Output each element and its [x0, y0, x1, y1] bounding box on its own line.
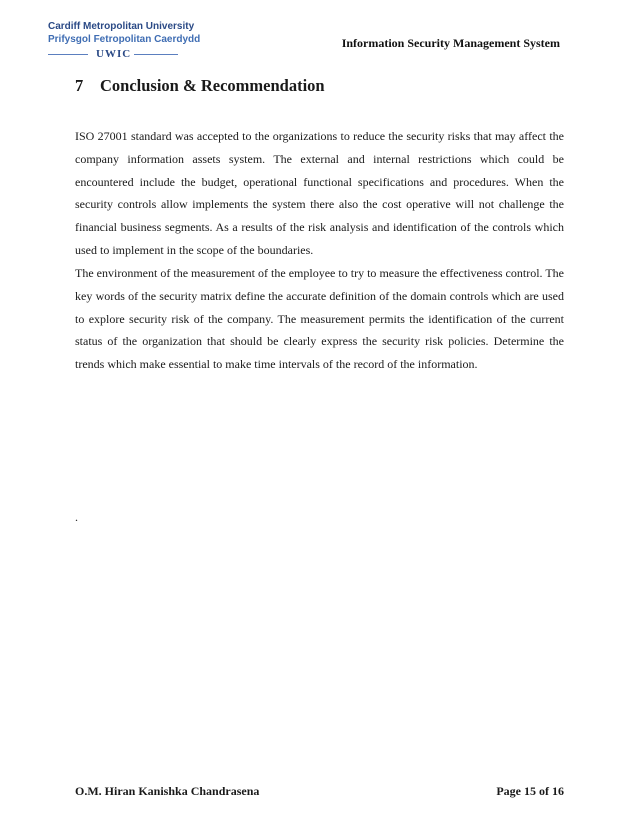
- header-title: Information Security Management System: [341, 36, 560, 50]
- footer-page-number: Page 15 of 16: [496, 784, 564, 798]
- stray-period: .: [75, 510, 78, 524]
- logo-rule-right: [134, 54, 178, 55]
- logo-mark-row: [48, 48, 188, 60]
- logo-line-welsh: Prifysgol Fetropolitan Caerdydd: [48, 34, 201, 45]
- section-heading: [75, 76, 325, 96]
- section-number: 7: [75, 76, 84, 95]
- university-logo: [48, 20, 201, 68]
- section-title: Conclusion & Recommendation: [100, 76, 325, 95]
- footer-author: O.M. Hiran Kanishka Chandrasena: [75, 784, 260, 798]
- logo-rule-left: [48, 54, 88, 55]
- paragraph-1: ISO 27001 standard was accepted to the organizations to reduce the security risks that may affect the company information assets system. The external and internal restrictions which could be encountered include the budget, operational functional specifications and procedures. When the security controls allow implements the system there also the cost operative will not challenge the financial business segments. As a results of the risk analysis and identification of the controls which used to implement in the scope of the boundaries.: [75, 129, 564, 257]
- logo-mark: UWIC: [96, 48, 132, 60]
- paragraph-2: The environment of the measurement of the employee to try to measure the effectiveness control. The key words of the security matrix define the accurate definition of the domain controls which are used to explore security risk of the company. The measurement permits the identification of the current status of the organization that should be clearly express the security risk policies. Determine the trends which make essential to make time intervals of the record of the information.: [75, 266, 564, 372]
- logo-line-english: Cardiff Metropolitan University: [48, 21, 195, 32]
